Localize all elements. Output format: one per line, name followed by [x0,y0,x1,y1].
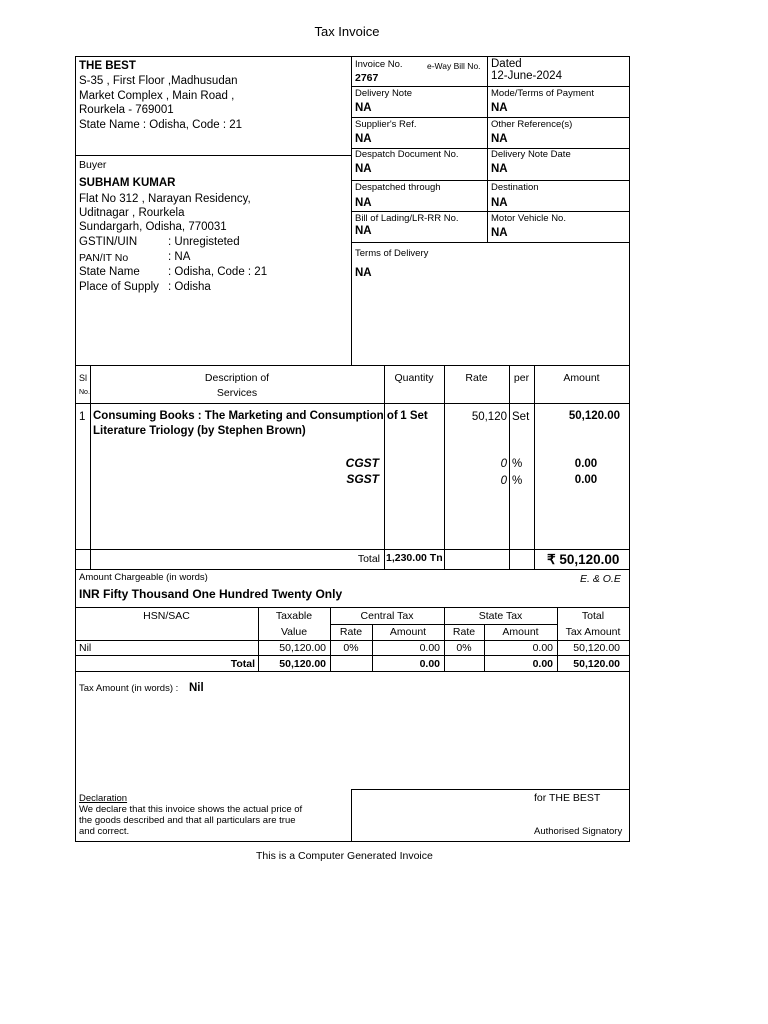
header-quantity: Quantity [394,372,434,384]
state-rate-header: Rate [452,626,476,638]
total-tax-header-1: Total [581,610,605,622]
bill-of-lading-label: Bill of Lading/LR-RR No. [355,213,459,224]
supplier-ref-value: NA [355,133,372,145]
sgst-rate: 0 [500,475,507,487]
header-no: No. [79,389,90,396]
destination-value: NA [491,197,508,209]
despatched-through-value: NA [355,197,372,209]
dated-value: 12-June-2024 [491,70,562,82]
amount-words-value: INR Fifty Thousand One Hundred Twenty Only [79,587,343,601]
item-quantity: 1 Set [400,410,428,422]
header-per: per [513,372,530,384]
declaration-line-1: We declare that this invoice shows the actual price of [79,804,303,815]
bill-of-lading-value: NA [355,225,372,237]
total-tax-header-2: Tax Amount [565,626,621,638]
motor-vehicle-label: Motor Vehicle No. [491,213,566,224]
hsn-state-amount: 0.00 [532,642,553,654]
item-description-2: Literature Triology (by Stephen Brown) [93,425,306,437]
terms-of-delivery-label: Terms of Delivery [355,248,429,259]
hsn-total-central-amount: 0.00 [419,658,440,670]
state-tax-header: State Tax [478,610,523,622]
cgst-label: CGST [345,456,379,470]
invoice-title: Tax Invoice [314,24,380,39]
declaration-line-2: the goods described and that all particulars are true [79,815,296,826]
tax-words-label: Tax Amount (in words) : [79,683,179,694]
seller-name: THE BEST [79,60,136,72]
hsn-total-label: Total [230,658,255,670]
hsn-central-amount: 0.00 [419,642,440,654]
hsn-total-total: 50,120.00 [573,658,620,670]
sgst-label: SGST [346,472,379,486]
despatched-through-label: Despatched through [355,182,441,193]
buyer-address-line-3: Sundargarh, Odisha, 770031 [79,221,227,233]
declaration-line-3: and correct. [79,826,130,837]
header-description-1: Description of [204,372,270,384]
seller-state: State Name : Odisha, Code : 21 [79,119,243,131]
mode-of-payment-value: NA [491,102,508,114]
central-amount-header: Amount [389,626,427,638]
buyer-address-line-2: Uditnagar , Rourkela [79,207,185,219]
hsn-header: HSN/SAC [143,610,190,622]
delivery-note-date-label: Delivery Note Date [491,149,571,160]
buyer-gstin-value: : Unregisteted [168,236,240,248]
item-amount: 50,120.00 [568,410,620,422]
other-ref-value: NA [491,133,508,145]
delivery-note-date-value: NA [491,163,508,175]
sgst-per: % [512,475,523,487]
hsn-taxable: 50,120.00 [279,642,326,654]
signatory-for: for THE BEST [534,792,601,804]
item-description-1: Consuming Books : The Marketing and Consumption of [93,410,398,422]
header-description-2: Services [216,387,258,399]
declaration-title: Declaration [79,793,128,804]
hsn-total: 50,120.00 [573,642,620,654]
despatch-doc-value: NA [355,163,372,175]
taxable-header-1: Taxable [275,610,313,622]
buyer-place-value: : Odisha [168,281,211,293]
destination-label: Destination [491,182,539,193]
buyer-name: SUBHAM KUMAR [79,177,176,189]
despatch-doc-label: Despatch Document No. [355,149,459,160]
item-sl: 1 [79,411,86,423]
mode-of-payment-label: Mode/Terms of Payment [491,88,594,99]
delivery-note-label: Delivery Note [355,88,413,99]
amount-words-label: Amount Chargeable (in words) [79,572,208,583]
hsn-central-rate: 0% [343,642,359,654]
buyer-label: Buyer [79,159,107,171]
seller-address-line-1: S-35 , First Floor ,Madhusudan [79,75,238,87]
header-sl: Sl [79,373,88,383]
tax-words-value: Nil [189,682,204,694]
delivery-note-value: NA [355,102,372,114]
buyer-pan-value: : NA [168,251,191,263]
central-tax-header: Central Tax [360,610,414,622]
buyer-state-value: : Odisha, Code : 21 [168,266,268,278]
seller-address-line-3: Rourkela - 769001 [79,104,174,116]
cgst-rate: 0 [500,458,507,470]
total-quantity: 1,230.00 Tn [386,552,443,564]
buyer-address-line-1: Flat No 312 , Narayan Residency, [79,193,251,205]
computer-generated-note: This is a Computer Generated Invoice [256,850,433,862]
central-rate-header: Rate [339,626,363,638]
motor-vehicle-value: NA [491,227,508,239]
hsn-total-state-amount: 0.00 [532,658,553,670]
item-per: Set [512,411,530,423]
hsn-state-rate: 0% [456,642,472,654]
seller-address-line-2: Market Complex , Main Road , [79,90,235,102]
dated-label: Dated [491,58,522,70]
hsn-value: Nil [79,642,92,654]
buyer-place-label: Place of Supply [79,281,159,293]
buyer-gstin-label: GSTIN/UIN [79,236,138,248]
buyer-pan-label: PAN/IT No [79,252,129,264]
hsn-total-taxable: 50,120.00 [279,658,326,670]
eway-bill-label: e-Way Bill No. [427,61,481,71]
header-rate: Rate [465,372,488,384]
cgst-amount: 0.00 [574,458,598,470]
taxable-header-2: Value [280,626,308,638]
state-amount-header: Amount [502,626,539,638]
buyer-state-label: State Name [79,266,140,278]
eoe-label: E. & O.E [580,573,621,585]
other-ref-label: Other Reference(s) [491,119,573,130]
invoice-no-label: Invoice No. [355,59,403,70]
total-amount: ₹ 50,120.00 [547,552,620,567]
cgst-per: % [512,458,523,470]
terms-of-delivery-value: NA [355,267,372,279]
invoice-no-value: 2767 [355,72,379,84]
authorised-signatory: Authorised Signatory [534,826,623,837]
sgst-amount: 0.00 [574,474,598,486]
header-amount: Amount [563,372,600,384]
supplier-ref-label: Supplier's Ref. [355,119,417,130]
item-rate: 50,120 [471,411,507,423]
total-label: Total [357,553,380,565]
